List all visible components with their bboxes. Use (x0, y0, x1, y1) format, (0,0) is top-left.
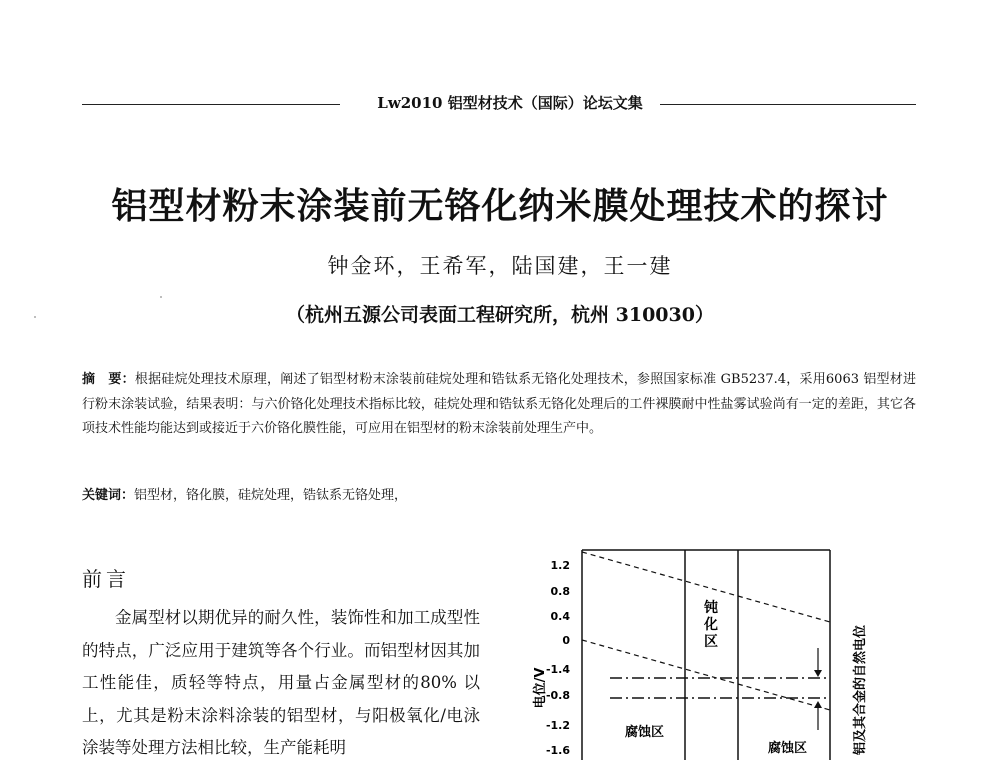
running-header: Lw2010 铝型材技术（国际）论坛文集 (377, 94, 643, 112)
keywords-text: 铝型材，铬化膜，硅烷处理，锆钛系无铬处理， (134, 488, 408, 503)
affiliation: （杭州五源公司表面工程研究所，杭州 310030） (286, 304, 714, 326)
keywords-label: 关键词： (82, 488, 135, 503)
author-list: 钟金环，王希军，陆国建，王一建 (327, 254, 673, 278)
y-tick-label: 0.4 (550, 610, 570, 623)
region-label-passivation-char: 区 (704, 634, 718, 650)
scan-speck (160, 296, 162, 298)
scan-speck (34, 316, 36, 318)
region-label-corrosion-right: 腐蚀区 (768, 741, 808, 756)
potential-diagram (530, 540, 900, 760)
y-tick-label: -0.8 (545, 689, 570, 702)
abstract (82, 368, 916, 442)
region-label-passivation-char: 钝 (704, 600, 718, 616)
abstract-label: 摘 要： (82, 372, 135, 387)
y-tick-label: -1.2 (545, 719, 570, 732)
right-side-label: 铝及其合金的自然电位 (853, 624, 868, 756)
y-tick-label: -1.6 (545, 744, 570, 757)
paper-title: 铝型材粉末涂装前无铬化纳米膜处理技术的探讨 (111, 185, 889, 227)
y-tick-label: 1.2 (550, 559, 570, 572)
region-label-passivation-char: 化 (704, 617, 718, 633)
abstract-text: 根据硅烷处理技术原理，阐述了铝型材粉末涂装前硅烷处理和锆钛系无铬化处理技术，参照国家标准 GB5237.4，采用6063 铝型材进行粉末涂装试验，结果表明：与六价铬化处理技术指标比较，硅烷处理和锆钛系无铬化处理后的工件裸膜耐中性盐雾试验尚有一定的差距，其它各项技术性能均能达到或接近于六价铬化膜性能，可应用在铝型材的粉末涂装前处理生产中。 (82, 372, 916, 436)
region-label-corrosion-left: 腐蚀区 (625, 725, 665, 740)
dashed-line-lower (582, 640, 830, 710)
section-title: 前言 (82, 567, 130, 591)
y-axis-label: 电位/V (533, 667, 548, 709)
y-tick-label: -1.4 (545, 663, 570, 676)
region-label-passivation (703, 599, 718, 650)
header-rule-left (82, 104, 340, 105)
arrow-down-head (814, 670, 822, 677)
keywords (82, 484, 916, 508)
header-rule-right (660, 104, 916, 105)
potential-diagram-svg (530, 540, 900, 760)
y-tick-label: 0 (562, 634, 570, 647)
y-tick-label: 0.8 (550, 585, 570, 598)
section-body: 金属型材以期优异的耐久性，装饰性和加工成型性的特点，广泛应用于建筑等各个行业。而铝型材因其加工性能佳，质轻等特点，用量占金属型材的80% 以上，尤其是粉末涂料涂装的铝型材，与阳极氧化/电泳涂装等处理方法相比较，生产能耗明 (82, 608, 480, 757)
arrow-up-head (814, 701, 822, 708)
